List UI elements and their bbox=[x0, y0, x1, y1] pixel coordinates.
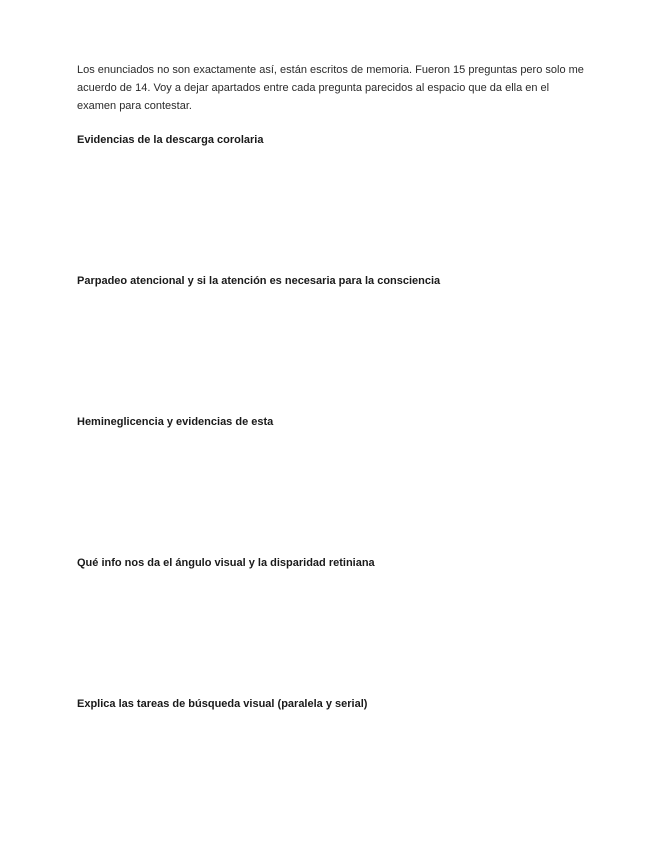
question-heading: Qué info nos da el ángulo visual y la disparidad retiniana bbox=[77, 557, 375, 569]
question-heading: Hemineglicencia y evidencias de esta bbox=[77, 416, 274, 428]
question-heading: Explica las tareas de búsqueda visual (paralela y serial) bbox=[77, 698, 368, 710]
question-heading: Parpadeo atencional y si la atención es necesaria para la consciencia bbox=[77, 275, 441, 287]
question-heading: Evidencias de la descarga corolaria bbox=[77, 134, 264, 146]
intro-paragraph: Los enunciados no son exactamente así, están escritos de memoria. Fueron 15 preguntas pero solo me acuerdo de 14. Voy a dejar apartados entre cada pregunta parecidos al espacio que da ella en el examen para contestar. bbox=[77, 64, 584, 112]
